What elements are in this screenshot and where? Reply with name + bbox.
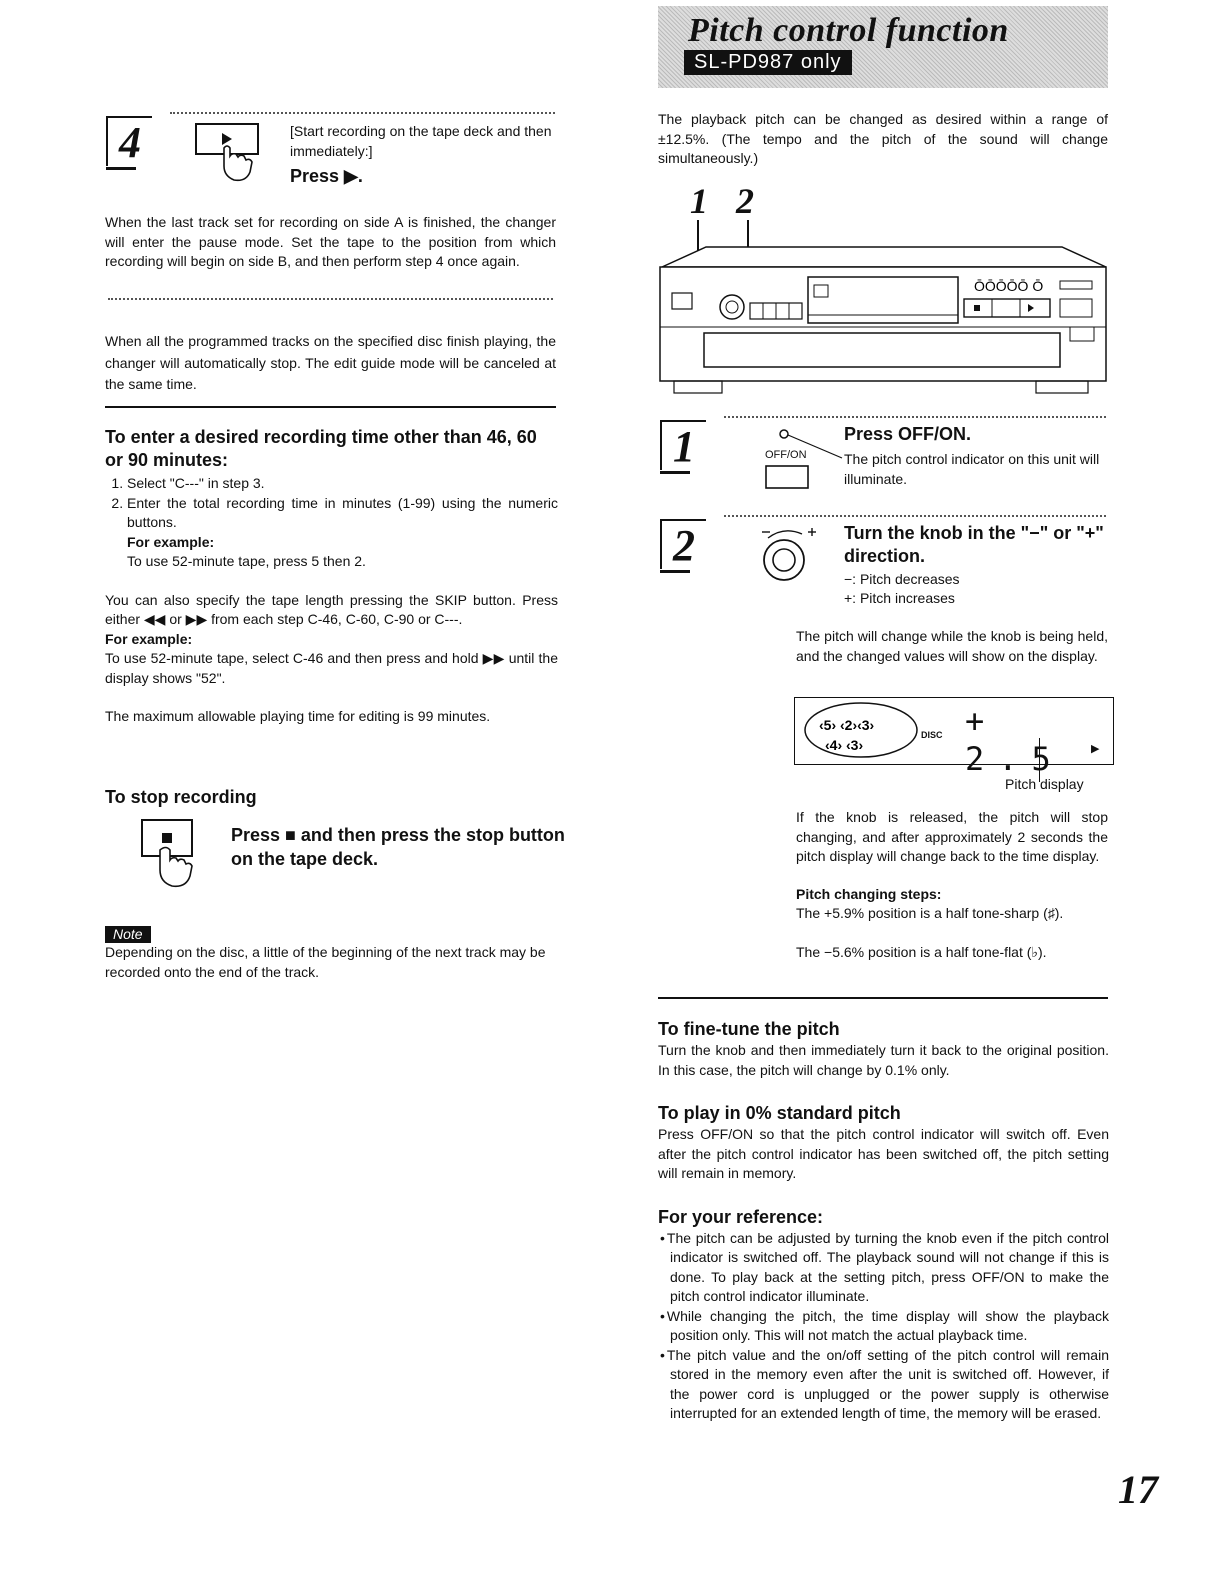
example2-label: For example: [105, 630, 193, 647]
stop-button-hand-icon [140, 818, 210, 898]
callout-2: 2 [736, 181, 754, 221]
standard-pitch-heading: To play in 0% standard pitch [658, 1103, 901, 1123]
step4-body2: When all the programmed tracks on the specified disc finish playing, the changer will automatically stop. The edit guide mode will be canceled at the same time. [105, 333, 556, 392]
pitch-display-caption: Pitch display [1005, 776, 1084, 792]
list-item: • While changing the pitch, the time display will show the playback position only. This will not match the actual playback time. [670, 1307, 1109, 1346]
pitch-increases: +: Pitch increases [844, 590, 955, 606]
list-item: 1. Select "C---" in step 3. [127, 474, 558, 494]
fine-tune-text: Turn the knob and then immediately turn it back to the original position. In this case, the pitch will change by 0.1% only. [658, 1042, 1109, 1078]
pitch-display-value: + 2.5 [965, 702, 1065, 778]
pitch-tips-section [658, 1018, 1109, 1424]
disc-label: DISC [921, 730, 943, 740]
pitch-decreases: −: Pitch decreases [844, 571, 960, 587]
dotted-divider [724, 416, 1106, 418]
model-badge: SL-PD987 only [684, 50, 852, 75]
standard-pitch-text: Press OFF/ON so that the pitch control indicator will switch off. Even after the pitch control indicator has been switched off, the pitch setting will remain in memory. [658, 1126, 1109, 1181]
play-indicator-icon: ▶ [1091, 743, 1100, 755]
step-number-1: 1 [660, 420, 706, 470]
dotted-divider [724, 515, 1106, 517]
recording-time-heading: To enter a desired recording time other than 46, 60 or 90 minutes: [105, 427, 537, 470]
svg-text:‹4› ‹3›: ‹4› ‹3› [825, 737, 864, 753]
note-text: Depending on the disc, a little of the beginning of the next track may be recorded onto the end of the track. [105, 944, 546, 980]
off-on-label: OFF/ON [765, 449, 807, 461]
recording-time-steps [105, 474, 558, 572]
step4-instruction: [Start recording on the tape deck and then immediately:] [290, 123, 552, 159]
step4-body: When the last track set for recording on side A is finished, the changer will enter the pause mode. Set the tape to the position from which recording will begin on side B, and then perform step 4 once again. [105, 214, 556, 269]
example-label: For example: [127, 533, 215, 550]
step2-action: Turn the knob in the "−" or "+" direction. [844, 523, 1104, 566]
step4-action: Press ▶. [290, 166, 363, 186]
play-button-hand-icon [194, 120, 264, 190]
list-item: 2. Enter the total recording time in minutes (1-99) using the numeric buttons. For example: To use 52-minute tape, press 5 then 2. [127, 494, 558, 572]
list-item: • The pitch value and the on/off setting of the pitch control will remain stored in the memory even after the unit is switched off. However, if the power cord is unplugged or the power supply is otherwise interrupted for an extended length of time, the memory will be erased. [670, 1346, 1109, 1424]
dotted-divider [108, 298, 553, 300]
svg-text:ŌŌŌŌŌ Ō: ŌŌŌŌŌ Ō [974, 278, 1044, 294]
note-badge: Note [105, 926, 151, 943]
reference-heading: For your reference: [658, 1206, 824, 1227]
half-tone-sharp: The +5.9% position is a half tone-sharp (♯). [796, 905, 1064, 921]
stop-action: Press ■ and then press the stop button on the tape deck. [231, 825, 565, 869]
half-tone-flat: The −5.6% position is a half tone-flat (♭). [796, 944, 1047, 960]
skip-text: You can also specify the tape length pressing the SKIP button. Press either ◀◀ or ▶▶ from each step C-46, C-60, C-90 or C---. [105, 591, 558, 627]
section-rule [658, 997, 1108, 999]
cd-changer-illustration [656, 215, 1112, 397]
step-number-4: 4 [106, 116, 152, 166]
example-text: To use 52-minute tape, press 5 then 2. [127, 553, 366, 569]
dotted-divider [170, 112, 555, 114]
fine-tune-heading: To fine-tune the pitch [658, 1019, 840, 1039]
stop-recording-heading: To stop recording [105, 787, 257, 807]
knob-released-text: If the knob is released, the pitch will stop changing, and after approximately 2 seconds the pitch display will change back to the time display. [796, 809, 1108, 864]
reference-list [658, 1229, 1109, 1424]
step1-text: The pitch control indicator on this unit will illuminate. [844, 451, 1100, 487]
pitch-display-panel [794, 697, 1114, 778]
step-number-2: 2 [660, 519, 706, 569]
page-title: Pitch control function [688, 12, 1009, 49]
callout-1: 1 [690, 181, 708, 221]
disc-indicator-icon [801, 700, 931, 762]
knob-icon [754, 520, 820, 586]
step2-text: The pitch will change while the knob is being held, and the changed values will show on the display. [796, 628, 1108, 664]
example2-text: To use 52-minute tape, select C-46 and then press and hold ▶▶ until the display shows "52". [105, 650, 558, 686]
intro-text: The playback pitch can be changed as desired within a range of ±12.5%. (The tempo and the pitch of the sound will change simultaneously.) [658, 111, 1108, 166]
page-number: 17 [1118, 1467, 1158, 1512]
pitch-steps-label: Pitch changing steps: [796, 886, 942, 902]
section-rule [105, 406, 556, 408]
recording-time-section [105, 426, 558, 727]
svg-text:‹5› ‹2›‹3›: ‹5› ‹2›‹3› [819, 717, 875, 733]
list-item: • The pitch can be adjusted by turning the knob even if the pitch control indicator is switched off. The playback sound will not change if this is done. To play back at the setting pitch, press OFF/ON to make the pitch control indicator illuminate. [670, 1229, 1109, 1307]
step1-action: Press OFF/ON. [844, 424, 972, 444]
max-time-text: The maximum allowable playing time for editing is 99 minutes. [105, 708, 491, 724]
